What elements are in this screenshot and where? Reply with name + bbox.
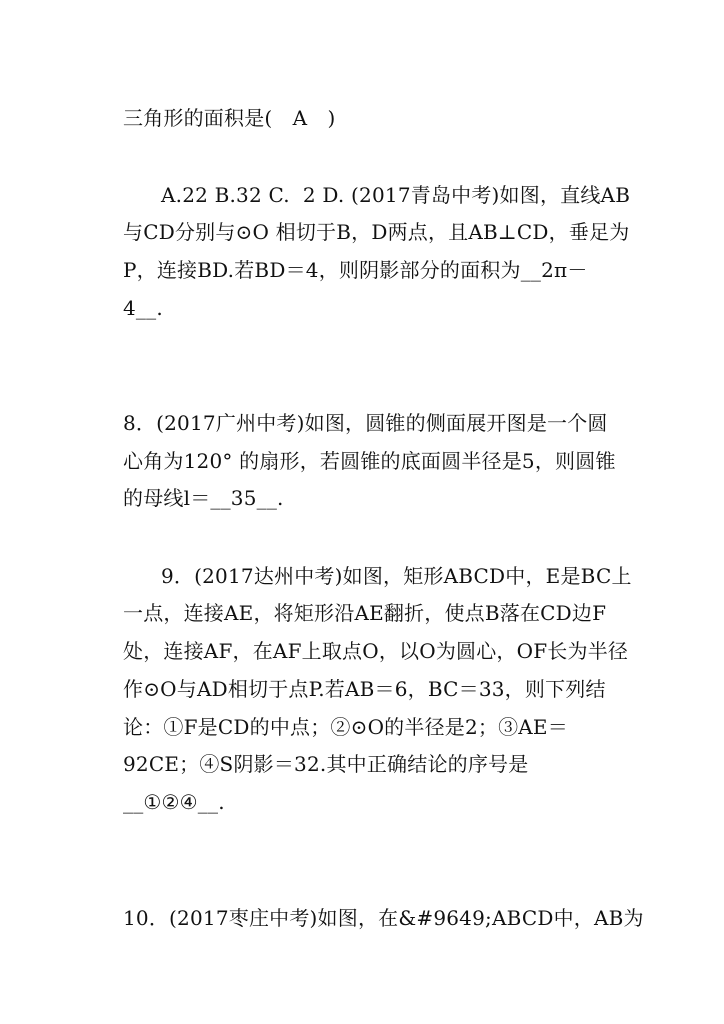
text-line: 论：①F是CD的中点；②⊙O的半径是2；③AE＝ xyxy=(123,715,568,739)
text-line: 4__. xyxy=(123,296,163,320)
text-line: 三角形的面积是( A ) xyxy=(123,106,336,130)
text-line: 9．(2017达州中考)如图，矩形ABCD中，E是BC上 xyxy=(161,564,632,588)
text-line: 处，连接AF，在AF上取点O，以O为圆心，OF长为半径 xyxy=(123,639,629,663)
text-line: 与CD分别与⊙O 相切于B，D两点，且AB⊥CD，垂足为 xyxy=(123,220,630,244)
text-line: 92CE；④S阴影＝32.其中正确结论的序号是 xyxy=(123,752,529,776)
text-line: 作⊙O与AD相切于点P.若AB＝6，BC＝33，则下列结 xyxy=(123,677,606,701)
text-line: 心角为120° 的扇形，若圆锥的底面圆半径是5，则圆锥 xyxy=(123,449,616,473)
text-line: 一点，连接AE，将矩形沿AE翻折，使点B落在CD边F xyxy=(123,601,607,625)
text-line: P，连接BD.若BD＝4，则阴影部分的面积为__2π－ xyxy=(123,258,588,282)
text-line: 的母线l＝__35__. xyxy=(123,486,284,510)
text-line: 10．(2017枣庄中考)如图，在&#9649;ABCD中，AB为 xyxy=(123,906,644,930)
text-line: 8．(2017广州中考)如图，圆锥的侧面展开图是一个圆 xyxy=(123,411,608,435)
text-line: __①②④__. xyxy=(123,790,225,814)
text-line: A.22 B.32 C. 2 D. (2017青岛中考)如图，直线AB xyxy=(161,183,631,207)
